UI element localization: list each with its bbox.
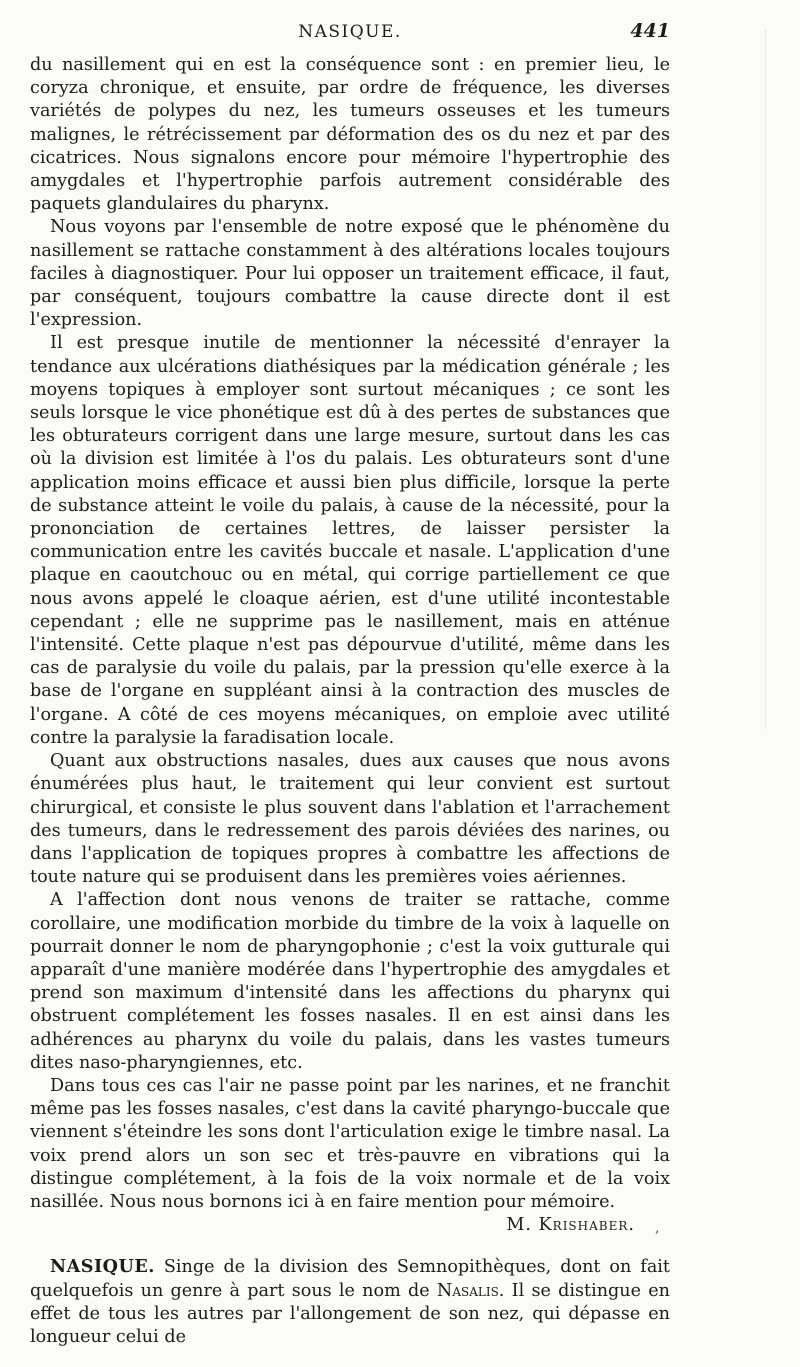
paragraph: Il est presque inutile de mentionner la nécessité d'enrayer la tendance aux ulcérations diathésiques par la médication générale ; les moyens topiques à employer sont surtout mécaniques ; ce sont les seuls lorsque le vice phonétique est dû à des pertes de substances que les obturateurs corrigent dans une large mesure, surtout dans les cas où la division est limitée à l'os du palais. Les obturateurs sont d'une application moins efficace et aussi bien plus difficile, lorsque la perte de substance atteint le voile du palais, à cause de la nécessité, pour la prononciation de certaines lettres, de laisser persister la communication entre les cavités buccale et nasale. L'application d'une plaque en caoutchouc ou en métal, qui corrige partiellement ce que nous avons appelé le cloaque aérien, est d'une utilité incontestable cependant ; elle ne supprime pas le nasillement, mais en atténue l'intensité. Cette plaque n'est pas dépourvue d'utilité, même dans les cas de paralysie du voile du palais, par la pression qu'elle exerce à la base de l'organe en suppléant ainsi à la contraction des muscles de l'organe. A côté de ces moyens mécaniques, on emploie avec utilité contre la paralysie la faradisation locale.	[30, 333, 670, 748]
paragraph: du nasillement qui en est la conséquence sont : en premier lieu, le coryza chronique, et ensuite, par ordre de fréquence, les diverses variétés de polypes du nez, les tumeurs osseuses et les tumeurs malignes, le rétrécissement par déformation des os du nez et par des cicatrices. Nous signalons encore pour mémoire l'hypertrophie des amygdales et l'hypertrophie parfois autrement considérable des paquets glandulaires du pharynx.	[30, 55, 670, 215]
paragraph: Quant aux obstructions nasales, dues aux causes que nous avons énumérées plus haut, le traitement qui leur convient est surtout chirurgical, et consiste le plus souvent dans l'ablation et l'arrachement des tumeurs, dans le redressement des parois déviées des narines, ou dans l'application de topiques propres à combattre les affections de toute nature qui se produisent dans les premières voies aériennes.	[30, 751, 670, 888]
last-paragraph-text: Dans tous ces cas l'air ne passe point par les narines, et ne franchit même pas les fosses nasales, c'est dans la cavité pharyngo-buccale que viennent s'éteindre les sons dont l'articulation exige le timbre nasal. La voix prend alors un son sec et très-pauvre en vibrations qui la distingue complétement, à la fois de la voix normale et de la voix nasillée. Nous nous bornons ici à en faire mention pour mémoire.	[30, 1075, 670, 1212]
entry-genus: Nasalis.	[436, 1280, 505, 1301]
signature-line	[30, 1214, 670, 1237]
entry-text-after: Il se distingue en effet de tous les autres par l'allongement de son nez, qui dépasse en longueur celui de	[30, 1280, 671, 1347]
entry-text-before: Singe de la division des Semnopithèques, dont on fait quelquefois un genre à part sous le nom de	[30, 1257, 671, 1301]
paragraph: Nous voyons par l'ensemble de notre exposé que le phénomène du nasillement se rattache constamment à des altérations locales toujours faciles à diagnostiquer. Pour lui opposer un traitement efficace, il faut, par conséquent, toujours combattre la cause directe dont il est l'expression.	[30, 217, 670, 331]
print-speck: ,	[655, 1220, 660, 1236]
dictionary-entry	[30, 1255, 670, 1349]
running-title: NASIQUE.	[298, 22, 402, 42]
margin-marks	[765, 30, 774, 730]
entry-headword: NASIQUE.	[50, 1256, 155, 1278]
article-body	[30, 54, 670, 1367]
page-number: 441	[630, 20, 670, 42]
author-signature: M. Krishaber.	[506, 1215, 635, 1236]
last-paragraph	[30, 1075, 670, 1214]
page-header	[30, 22, 670, 50]
paragraph: A l'affection dont nous venons de traiter se rattache, comme corollaire, une modification morbide du timbre de la voix à laquelle on pourrait donner le nom de pharyngophonie ; c'est la voix gutturale qui apparaît d'une manière modérée dans l'hypertrophie des amygdales et prend son maximum d'intensité dans les affections du pharynx qui obstruent complétement les fosses nasales. Il en est ainsi dans les adhérences au pharynx du voile du palais, dans les vastes tumeurs dites naso-pharyngiennes, etc.	[30, 890, 670, 1073]
